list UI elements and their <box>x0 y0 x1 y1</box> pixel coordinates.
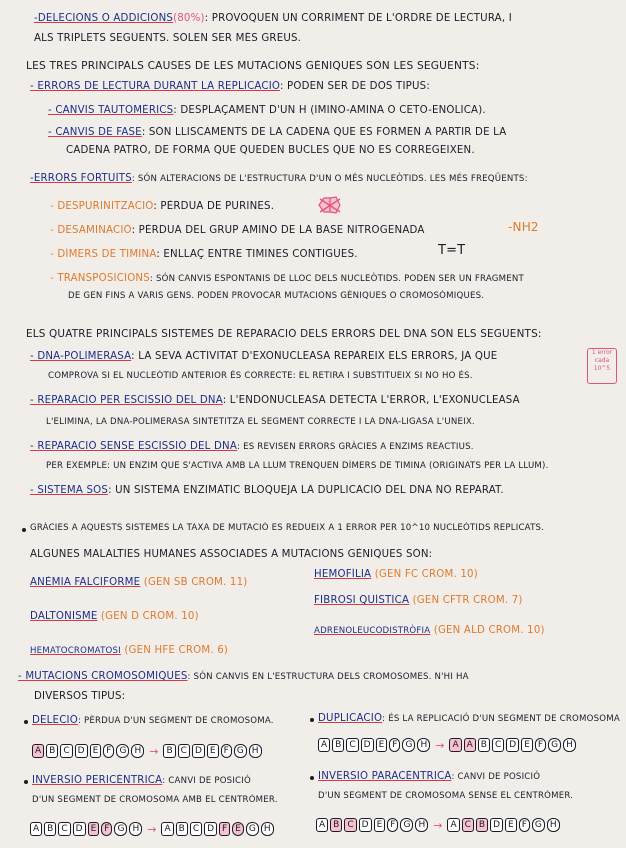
bullet-dot <box>22 528 26 532</box>
fortuitous-text: : SÓN ALTERACIONS DE L'ESTRUCTURA D'UN O MÉS NUCLEÒTIDS. LES MÉS FREQÜENTS: <box>131 174 528 184</box>
disease-gene: (GEN SB CROM. 11) <box>143 577 248 588</box>
disease-item <box>314 624 545 638</box>
polymerase-line-2: COMPROVA SI EL NUCLEÒTID ANTERIOR ÉS CORRECTE: EL RETIRA I SUBSTITUEIX SI NO HO ÉS. <box>48 371 473 381</box>
fortuitous-line <box>30 172 528 186</box>
chromosome-segment-before: F <box>387 818 398 832</box>
thymine-formula: T=T <box>438 244 466 257</box>
noexcision-text: : ES REVISEN ERRORS GRÀCIES A ENZIMS REACTIUS. <box>237 442 474 452</box>
chromosome-segment-after: G <box>548 738 561 752</box>
transposition-text: : SÓN CANVIS ESPONTANIS DE LLOC DELS NUCLEÒTIDS. PODEN SER UN FRAGMENT <box>149 274 524 284</box>
intro-line-2: ALS TRIPLETS SEGÜENTS. SOLEN SER MÉS GREUS. <box>34 33 302 44</box>
chromosome-segment-after: D <box>490 818 503 832</box>
disease-item <box>314 568 478 581</box>
paracentric-text: : CANVI DE POSICIÓ <box>451 772 541 782</box>
fortuitous-title: -ERRORS FORTUÏTS <box>30 173 132 184</box>
deamination-title: - DESAMINACIÓ <box>50 225 132 236</box>
chromosome-segment-before: C <box>58 822 70 836</box>
chromosome-segment-after: F <box>519 818 530 832</box>
chromosome-segment-before: B <box>332 738 344 752</box>
chromosome-segment-before: D <box>359 818 372 832</box>
noexcision-line <box>30 440 474 454</box>
deletion-text: : PÈRDUA D'UN SEGMENT DE CROMOSOMA. <box>77 716 274 726</box>
duplication-line <box>318 712 620 726</box>
chromosome-segment-after: E <box>521 738 533 752</box>
deletions-percent: (80%) <box>173 13 205 24</box>
paracentric-title: INVERSIÓ PARACÈNTRICA <box>318 771 452 782</box>
chromosome-segment-before: H <box>129 822 142 836</box>
noexcision-line-2: PER EXEMPLE: UN ENZIM QUE S'ACTIVA AMB LA LLUM TRENQUEN DÍMERS DE TIMINA (ORIGINATS PER LA LLUM). <box>46 461 549 471</box>
disease-item <box>30 644 228 658</box>
diseases-heading: ALGUNES MALALTIES HUMANES ASSOCIADES A MUTACIONS GÈNIQUES SÓN: <box>30 549 433 560</box>
disease-name: HEMOFÍLIA <box>314 569 372 580</box>
transposition-line <box>50 272 524 286</box>
thanks-line: GRÀCIES A AQUESTS SISTEMES LA TAXA DE MUTACIÓ ES REDUEIX A 1 ERROR PER 10^10 NUCLEÒTIDS REPLICATS. <box>30 523 545 533</box>
reading-errors-line <box>30 80 430 93</box>
chromosome-segment-after: A <box>447 818 459 832</box>
chromosome-segment-after: A <box>449 738 461 752</box>
phase-line <box>48 126 506 139</box>
paracentric-line-2: D'UN SEGMENT DE CROMOSOMA SENSE EL CENTRÒMER. <box>318 791 574 801</box>
chromosome-segment-after: G <box>234 744 247 758</box>
pericentric-title: INVERSIÓ PERICÈNTRICA <box>32 775 163 786</box>
depurination-line <box>50 200 274 213</box>
reading-errors-title: - ERRORS DE LECTURA DURANT LA REPLICACIÓ <box>30 81 280 92</box>
chromosome-segment-after: G <box>246 822 259 836</box>
thymine-line <box>50 248 358 261</box>
chromosomal-line <box>18 670 469 684</box>
tautomeric-text: : DESPLAÇAMENT D'UN H (IMINO-AMINA O CETO-ENÒLICA). <box>173 105 486 116</box>
chromosome-segment-before: A <box>30 822 42 836</box>
pericentric-diagram <box>30 822 274 836</box>
chromosome-segment-before: H <box>417 738 430 752</box>
chromosome-segment-before: C <box>344 818 356 832</box>
paracentric-line <box>318 770 540 784</box>
thymine-text: : ENLLAÇ ENTRE TIMINES CONTIGÜES. <box>156 249 358 260</box>
pericentric-line-2: D'UN SEGMENT DE CROMOSOMA AMB EL CENTRÒMER. <box>32 795 278 805</box>
disease-name: ADRENOLEUCODISTRÒFIA <box>314 626 431 636</box>
chromosome-segment-after: H <box>547 818 560 832</box>
depurination-text: : PÈRDUA DE PURINES. <box>153 201 275 212</box>
deamination-line <box>50 224 425 237</box>
pericentric-text: : CANVI DE POSICIÓ <box>162 776 251 786</box>
chromosome-segment-before: G <box>402 738 415 752</box>
disease-gene: (GEN HFE CROM. 6) <box>124 645 229 656</box>
error-rate-note: 1 error cada 10^5 <box>587 348 617 384</box>
chromosome-segment-before: E <box>374 818 386 832</box>
disease-name: FIBROSI QUÍSTICA <box>314 595 410 606</box>
polymerase-title: - DNA-POLIMERASA <box>30 351 132 362</box>
chromosome-segment-before: G <box>116 744 129 758</box>
chromosome-segment-before: G <box>114 822 127 836</box>
chromosome-segment-before: D <box>73 822 86 836</box>
disease-gene: (GEN FC CROM. 10) <box>374 569 478 580</box>
chromosome-segment-after: B <box>176 822 188 836</box>
chromosome-segment-after: B <box>163 744 175 758</box>
chromosome-segment-after: H <box>261 822 274 836</box>
disease-item <box>314 594 523 607</box>
arrow-icon: → <box>433 818 443 832</box>
purine-icon <box>316 196 342 214</box>
chromosome-segment-after: F <box>535 738 546 752</box>
disease-name: HEMATOCROMATOSI <box>30 646 121 656</box>
disease-gene: (GEN ALD CROM. 10) <box>433 625 545 636</box>
excision-line <box>30 394 520 407</box>
phase-text: : SÓN LLISCAMENTS DE LA CADENA QUE ES FORMEN A PARTIR DE LA <box>141 127 507 138</box>
chromosome-segment-before: E <box>376 738 388 752</box>
chromosome-segment-after: C <box>492 738 504 752</box>
arrow-icon: → <box>435 738 445 752</box>
phase-title: - CANVIS DE FASE <box>48 127 142 138</box>
chromosome-segment-before: A <box>32 744 44 758</box>
disease-item <box>30 576 247 589</box>
deletions-title: -DELECIONS O ADDICIONS <box>34 13 174 24</box>
arrow-icon: → <box>149 744 159 758</box>
deletion-title: DELECIÓ <box>32 715 78 726</box>
disease-item <box>30 610 199 623</box>
chromosome-segment-after: D <box>204 822 217 836</box>
chromosome-segment-before: A <box>316 818 328 832</box>
disease-gene: (GEN CFTR CROM. 7) <box>412 595 523 606</box>
chromosome-segment-after: E <box>505 818 517 832</box>
chromosome-segment-before: G <box>400 818 413 832</box>
noexcision-title: - REPARACIÓ SENSE ESCISSIÓ DEL DNA <box>30 441 238 452</box>
chromosome-segment-after: H <box>249 744 262 758</box>
chromosome-segment-after: B <box>478 738 490 752</box>
depurination-title: - DESPURINITZACIÓ <box>50 201 154 212</box>
chromosome-segment-before: F <box>103 744 114 758</box>
sos-line <box>30 484 504 497</box>
chromosome-segment-after: A <box>464 738 476 752</box>
chromosome-segment-after: C <box>178 744 190 758</box>
chromosome-segment-before: B <box>44 822 56 836</box>
chromosome-segment-after: D <box>192 744 205 758</box>
chromosome-segment-before: B <box>330 818 342 832</box>
intro-line-1 <box>34 12 512 25</box>
disease-name: DALTONISME <box>30 611 98 622</box>
excision-title: - REPARACIÓ PER ESCISSIÓ DEL DNA <box>30 395 223 406</box>
transposition-line-2: DE GEN FINS A VARIS GENS. PODEN PROVOCAR MUTACIONS GÈNIQUES O CROMOSÒMIQUES. <box>68 291 485 301</box>
causes-heading: LES TRES PRINCIPALS CAUSES DE LES MUTACIONS GÈNIQUES SÓN LES SEGÜENTS: <box>26 60 480 72</box>
bullet-dot <box>310 718 314 722</box>
repair-heading: ELS QUATRE PRINCIPALS SISTEMES DE REPARACIÓ DELS ERRORS DEL DNA SÓN ELS SEGÜENTS: <box>26 328 542 340</box>
pericentric-line <box>32 774 251 788</box>
chromosome-segment-after: E <box>207 744 219 758</box>
chromosome-segment-before: C <box>346 738 358 752</box>
duplication-title: DUPLICACIÓ <box>318 713 383 724</box>
chromosome-segment-before: B <box>46 744 58 758</box>
excision-line-2: L'ELIMINA, LA DNA-POLIMERASA SINTETITZA EL SEGMENT CORRECTE I LA DNA-LIGASA L'UNEIX. <box>46 417 475 427</box>
chromosome-segment-after: H <box>563 738 576 752</box>
disease-name: ANÈMIA FALCIFORME <box>30 577 141 588</box>
chromosome-segment-after: F <box>221 744 232 758</box>
nh2-formula: -NH2 <box>508 221 539 234</box>
chromosome-segment-before: H <box>131 744 144 758</box>
chromosome-segment-after: D <box>506 738 519 752</box>
chromosome-segment-after: B <box>476 818 488 832</box>
paracentric-diagram <box>316 818 560 832</box>
sos-title: - SISTEMA SOS <box>30 485 109 496</box>
chromosome-segment-after: F <box>219 822 230 836</box>
polymerase-text: : LA SEVA ACTIVITAT D'EXONUCLEASA REPAREIX ELS ERRORS, JA QUE <box>131 351 498 362</box>
chromosome-segment-after: C <box>462 818 474 832</box>
transposition-title: - TRANSPOSICIONS <box>50 273 150 284</box>
chromosome-segment-after: C <box>190 822 202 836</box>
bullet-dot <box>24 780 28 784</box>
deamination-text: : PÈRDUA DEL GRUP AMINO DE LA BASE NITROGENADA <box>131 225 425 236</box>
chromosome-segment-after: G <box>532 818 545 832</box>
bullet-dot <box>24 720 28 724</box>
excision-text: : L'ENDONUCLEASA DETECTA L'ERROR, L'EXONUCLEASA <box>222 395 520 406</box>
deletion-diagram <box>32 744 262 758</box>
reading-errors-text: : PODEN SER DE DOS TIPUS: <box>279 81 430 92</box>
duplication-diagram <box>318 738 576 752</box>
chromosome-segment-before: A <box>318 738 330 752</box>
chromosome-segment-before: E <box>88 822 100 836</box>
disease-gene: (GEN D CROM. 10) <box>100 611 199 622</box>
deletions-text: : PROVOQUEN UN CORRIMENT DE L'ORDRE DE LECTURA, I <box>204 13 512 24</box>
arrow-icon: → <box>147 822 157 836</box>
chromosome-segment-after: E <box>232 822 244 836</box>
chromosomal-line-2: DIVERSOS TIPUS: <box>34 691 126 702</box>
tautomeric-title: - CANVIS TAUTOMÈRICS <box>48 105 174 116</box>
chromosome-segment-before: C <box>60 744 72 758</box>
duplication-text: : ÉS LA REPLICACIÓ D'UN SEGMENT DE CROMOSOMA <box>382 714 620 724</box>
chromosome-segment-before: H <box>415 818 428 832</box>
chromosome-segment-before: F <box>101 822 112 836</box>
sos-text: : UN SISTEMA ENZIMÀTIC BLOQUEJA LA DUPLICACIÓ DEL DNA NO REPARAT. <box>108 485 504 496</box>
chromosome-segment-after: A <box>161 822 173 836</box>
chromosome-segment-before: E <box>90 744 102 758</box>
thymine-title: - DÍMERS DE TIMINA <box>50 249 157 260</box>
tautomeric-line <box>48 104 486 117</box>
deletion-line <box>32 714 274 728</box>
chromosomal-text: : SÓN CANVIS EN L'ESTRUCTURA DELS CROMOSOMES. N'HI HA <box>187 672 469 682</box>
chromosome-segment-before: D <box>361 738 374 752</box>
phase-line-2: CADENA PATRÓ, DE FORMA QUE QUEDEN BUCLES QUE NO ES CORREGEIXEN. <box>66 145 475 156</box>
polymerase-line <box>30 350 497 363</box>
chromosomal-title: - MUTACIONS CROMOSÒMIQUES <box>18 671 188 682</box>
bullet-dot <box>310 776 314 780</box>
chromosome-segment-before: D <box>75 744 88 758</box>
chromosome-segment-before: F <box>389 738 400 752</box>
